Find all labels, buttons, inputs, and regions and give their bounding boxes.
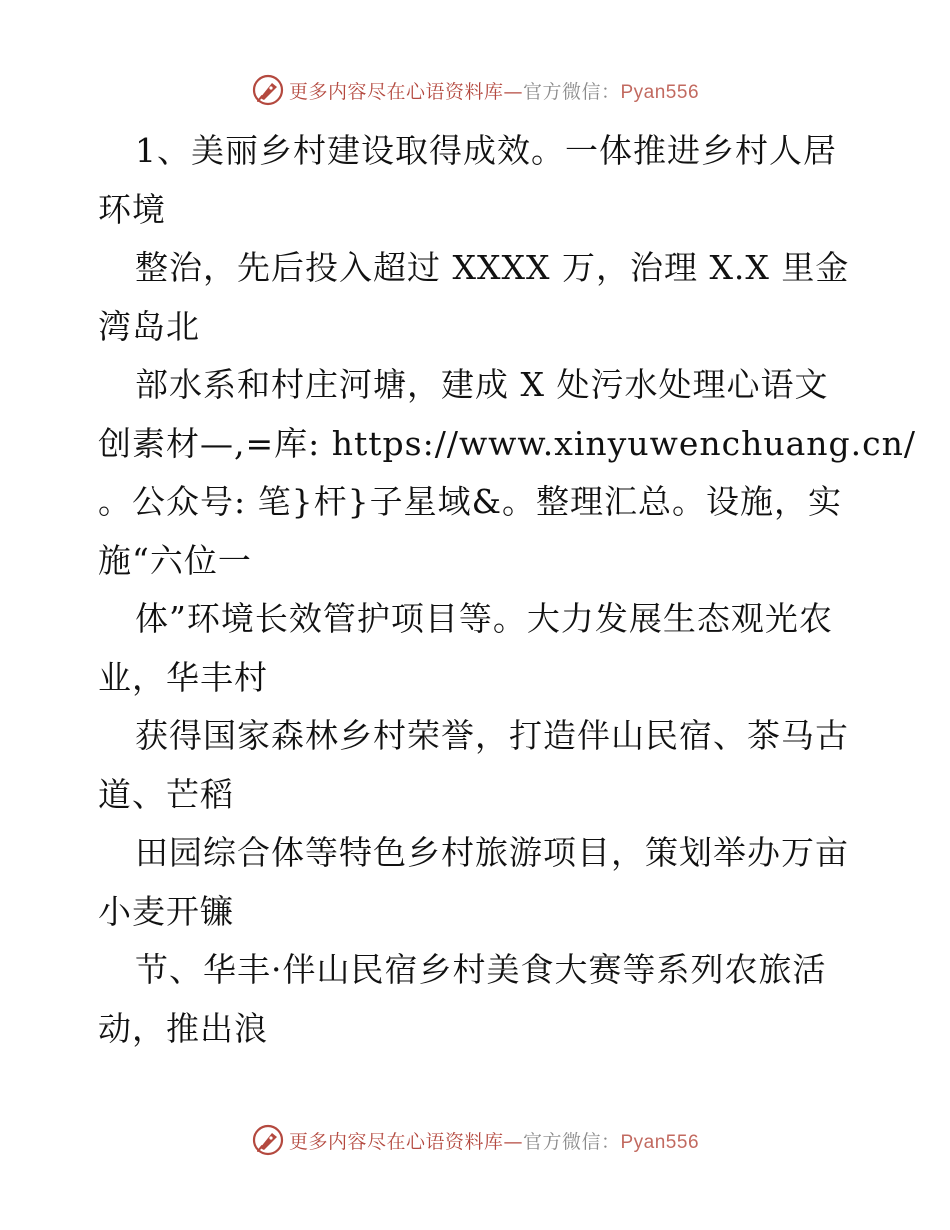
body-line: 1、美丽乡村建设取得成效。一体推进乡村人居 <box>135 131 837 170</box>
body-line: 施“六位一 <box>98 540 252 580</box>
body-line: 获得国家森林乡村荣誉，打造伴山民宿、茶马古 <box>135 716 849 755</box>
header-wechat-label: 官方微信： <box>522 80 621 103</box>
body-line: 部水系和村庄河塘，建成 X 处污水处理心语文 <box>135 365 829 404</box>
footer-banner-text <box>289 1127 699 1154</box>
header-wechat-id: Pyan556 <box>620 81 700 103</box>
header-banner <box>0 70 950 110</box>
body-line: 田园综合体等特色乡村旅游项目，策划举办万亩 <box>135 833 849 872</box>
header-banner-slogan: 更多内容尽在心语资料库— <box>288 80 523 103</box>
body-line: 创素材—,=库: https://www.xinyuwenchuang.cn/ <box>98 423 916 463</box>
body-line: 道、芒稻 <box>98 774 234 814</box>
footer-banner-slogan: 更多内容尽在心语资料库— <box>288 1130 523 1153</box>
footer-banner <box>0 1120 950 1160</box>
footer-wechat-id: Pyan556 <box>620 1131 700 1153</box>
body-line: 节、华丰·伴山民宿乡村美食大赛等系列农旅活 <box>135 950 827 989</box>
pen-nib-logo-icon <box>251 73 285 107</box>
body-line: 小麦开镰 <box>98 891 234 931</box>
body-line: 环境 <box>98 189 166 229</box>
body-line: 业，华丰村 <box>98 657 268 697</box>
body-line: 整治，先后投入超过 XXXX 万，治理 X.X 里金 <box>135 248 850 287</box>
document-body <box>98 122 916 1058</box>
footer-wechat-label: 官方微信： <box>522 1130 621 1153</box>
body-line: 体”环境长效管护项目等。大力发展生态观光农 <box>135 599 833 638</box>
body-line: 。公众号: 笔}杆}子星域&。整理汇总。设施，实 <box>98 482 842 521</box>
body-line: 动，推出浪 <box>98 1008 268 1048</box>
body-line: 湾岛北 <box>98 306 200 346</box>
pen-nib-logo-icon <box>251 1123 285 1157</box>
header-banner-text <box>289 77 699 104</box>
